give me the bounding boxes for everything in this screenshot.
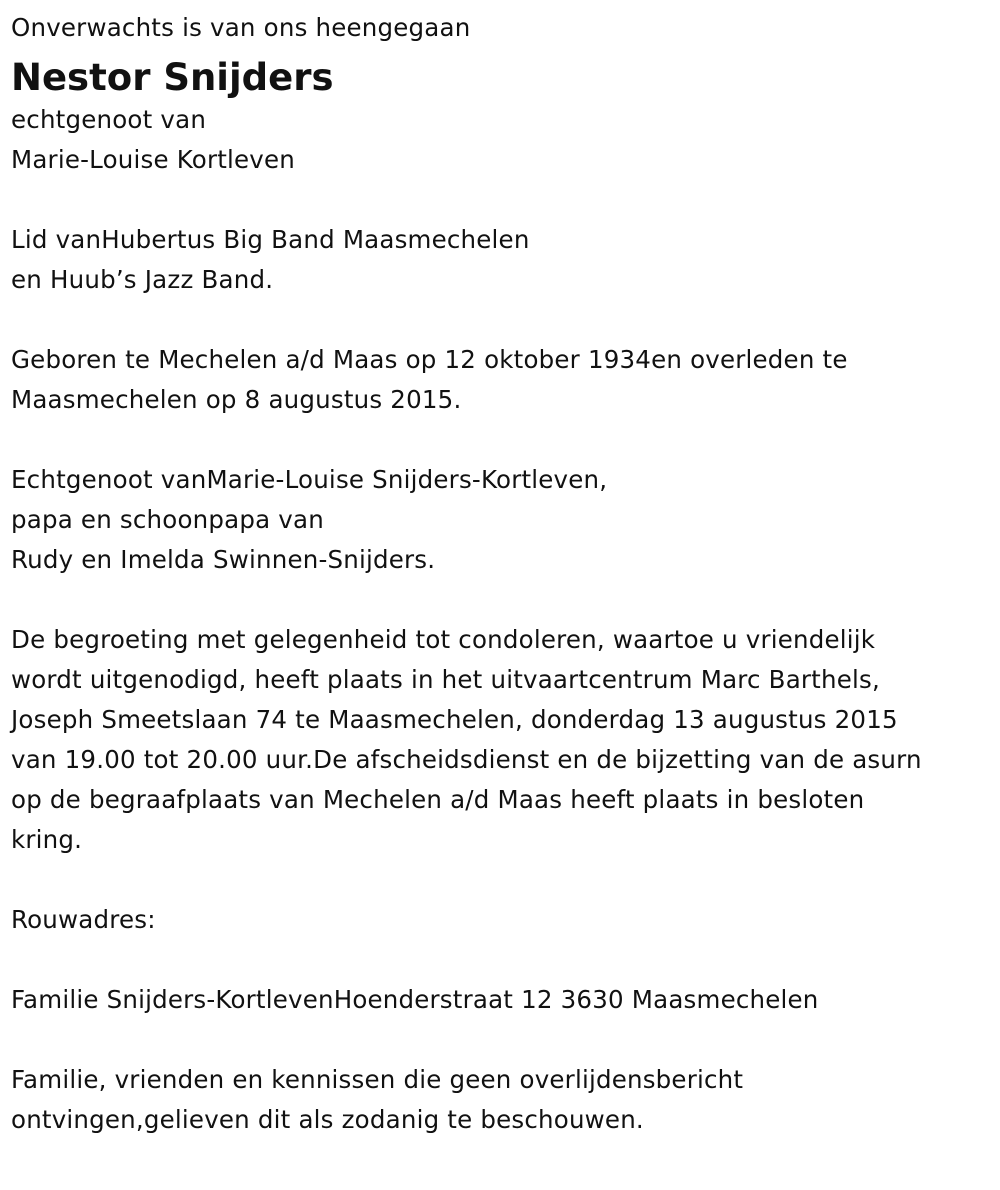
ceremony-line: Joseph Smeetslaan 74 te Maasmechelen, donderdag 13 augustus 2015 — [11, 705, 898, 734]
ceremony-line: kring. — [11, 825, 83, 854]
birth-death-line: Geboren te Mechelen a/d Maas op 12 oktober 1934en overleden te — [11, 345, 848, 374]
spacer — [11, 580, 991, 620]
ceremony-line: De begroeting met gelegenheid tot condoleren, waartoe u vriendelijk — [11, 625, 876, 654]
address-text: Familie Snijders-KortlevenHoenderstraat 12 3630 Maasmechelen — [11, 985, 819, 1014]
family-line: papa en schoonpapa van — [11, 505, 324, 534]
spacer — [11, 1020, 991, 1060]
spacer — [11, 940, 991, 980]
spacer — [11, 300, 991, 340]
spacer — [11, 420, 991, 460]
spouse-section — [11, 100, 991, 180]
ceremony-line: van 19.00 tot 20.00 uur.De afscheidsdienst en de bijzetting van de asurn — [11, 745, 922, 774]
deceased-name: Nestor Snijders — [11, 56, 334, 99]
address-label: Rouwadres: — [11, 905, 156, 934]
obituary-document — [11, 8, 991, 1140]
closing-section — [11, 1060, 991, 1140]
ceremony-section — [11, 620, 991, 860]
birth-death-section — [11, 340, 991, 420]
spacer — [11, 860, 991, 900]
spouse-line: echtgenoot van — [11, 105, 207, 134]
spacer — [11, 180, 991, 220]
closing-line: Familie, vrienden en kennissen die geen overlijdensbericht — [11, 1065, 744, 1094]
closing-line: ontvingen,gelieven dit als zodanig te beschouwen. — [11, 1105, 644, 1134]
ceremony-line: op de begraafplaats van Mechelen a/d Maas heeft plaats in besloten — [11, 785, 865, 814]
family-line: Rudy en Imelda Swinnen-Snijders. — [11, 545, 436, 574]
membership-line: en Huub’s Jazz Band. — [11, 265, 274, 294]
intro-text: Onverwachts is van ons heengegaan — [11, 13, 471, 42]
family-line: Echtgenoot vanMarie-Louise Snijders-Kortleven, — [11, 465, 608, 494]
family-section — [11, 460, 991, 580]
membership-line: Lid vanHubertus Big Band Maasmechelen — [11, 225, 530, 254]
spouse-line: Marie-Louise Kortleven — [11, 145, 296, 174]
membership-section — [11, 220, 991, 300]
birth-death-line: Maasmechelen op 8 augustus 2015. — [11, 385, 462, 414]
ceremony-line: wordt uitgenodigd, heeft plaats in het uitvaartcentrum Marc Barthels, — [11, 665, 880, 694]
